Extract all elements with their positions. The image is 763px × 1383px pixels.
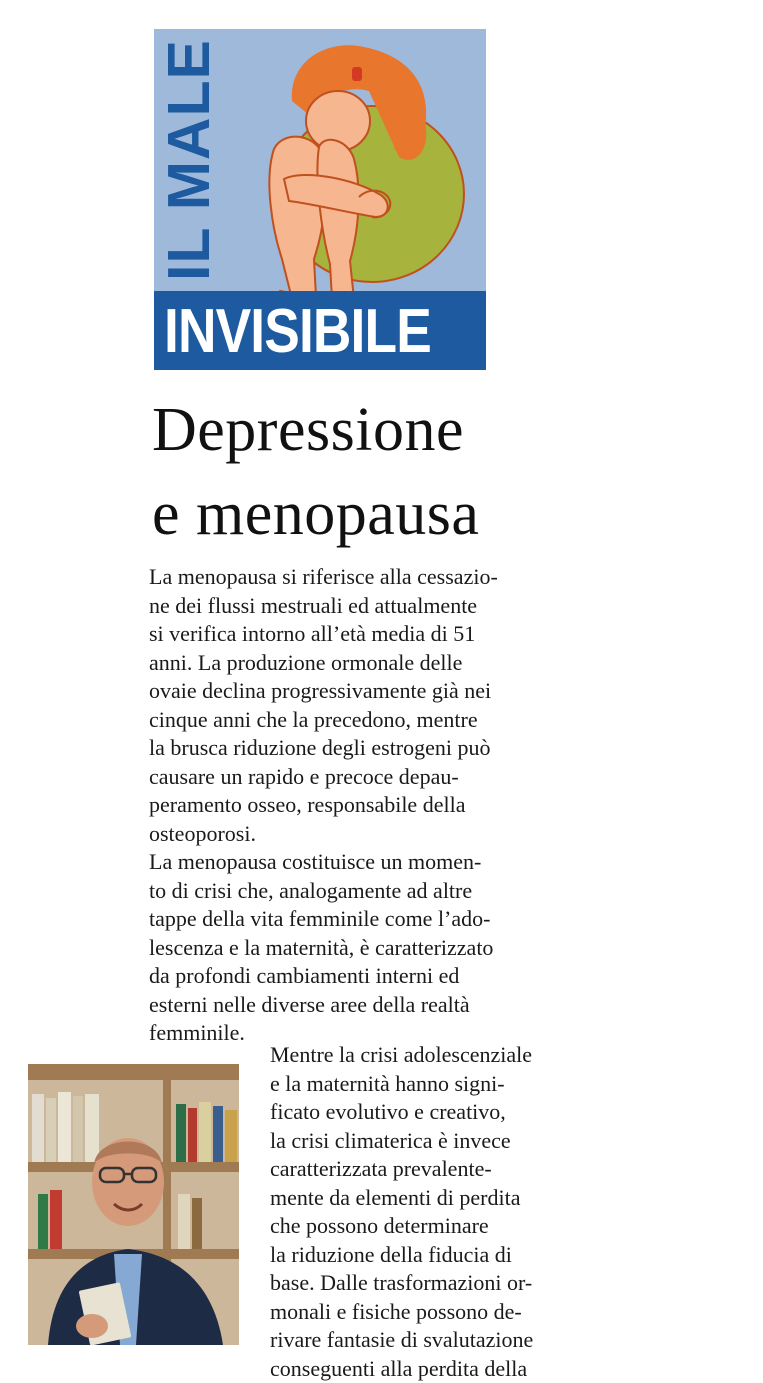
body-line: osteoporosi. (149, 820, 619, 849)
body-line: Mentre la crisi adolescenziale (270, 1041, 620, 1070)
body-line: esterni nelle diverse aree della realtà (149, 991, 619, 1020)
body-line: monali e fisiche possono de- (270, 1298, 620, 1327)
body-line: tappe della vita femminile come l’ado- (149, 905, 619, 934)
body-line: che possono determinare (270, 1212, 620, 1241)
body-line: e la maternità hanno signi- (270, 1070, 620, 1099)
author-photo-illustration (28, 1064, 239, 1345)
body-line: peramento osseo, responsabile della (149, 791, 619, 820)
body-line: La menopausa si riferisce alla cessazio- (149, 563, 619, 592)
body-line: anni. La produzione ormonale delle (149, 649, 619, 678)
body-line: la brusca riduzione degli estrogeni può (149, 734, 619, 763)
body-line: La menopausa costituisce un momen- (149, 848, 619, 877)
body-line: caratterizzata prevalente- (270, 1155, 620, 1184)
body-line: base. Dalle trasformazioni or- (270, 1269, 620, 1298)
body-line: conseguenti alla perdita della (270, 1355, 620, 1383)
body-line: ficato evolutivo e creativo, (270, 1098, 620, 1127)
body-line: da profondi cambiamenti interni ed (149, 962, 619, 991)
body-line: ovaie declina progressivamente già nei (149, 677, 619, 706)
logo-title-bottom: INVISIBILE (164, 299, 441, 365)
body-line: mente da elementi di perdita (270, 1184, 620, 1213)
article-body-main (149, 563, 619, 1048)
headline-line: e menopausa (152, 472, 752, 556)
body-line: si verifica intorno all’età media di 51 (149, 620, 619, 649)
body-line: rivare fantasie di svalutazione (270, 1326, 620, 1355)
article-body-side (270, 1041, 620, 1383)
body-line: lescenza e la maternità, è caratterizzato (149, 934, 619, 963)
body-line: femminile. (149, 1019, 619, 1048)
body-line: la riduzione della fiducia di (270, 1241, 620, 1270)
headline-line: Depressione (152, 388, 752, 472)
logo-title-top: IL MALE (160, 39, 219, 281)
column-logo (154, 29, 486, 370)
article-headline (152, 388, 752, 556)
author-photo (28, 1064, 239, 1345)
body-line: ne dei flussi mestruali ed attualmente (149, 592, 619, 621)
body-line: cinque anni che la precedono, mentre (149, 706, 619, 735)
body-line: la crisi climaterica è invece (270, 1127, 620, 1156)
body-line: to di crisi che, analogamente ad altre (149, 877, 619, 906)
body-line: causare un rapido e precoce depau- (149, 763, 619, 792)
